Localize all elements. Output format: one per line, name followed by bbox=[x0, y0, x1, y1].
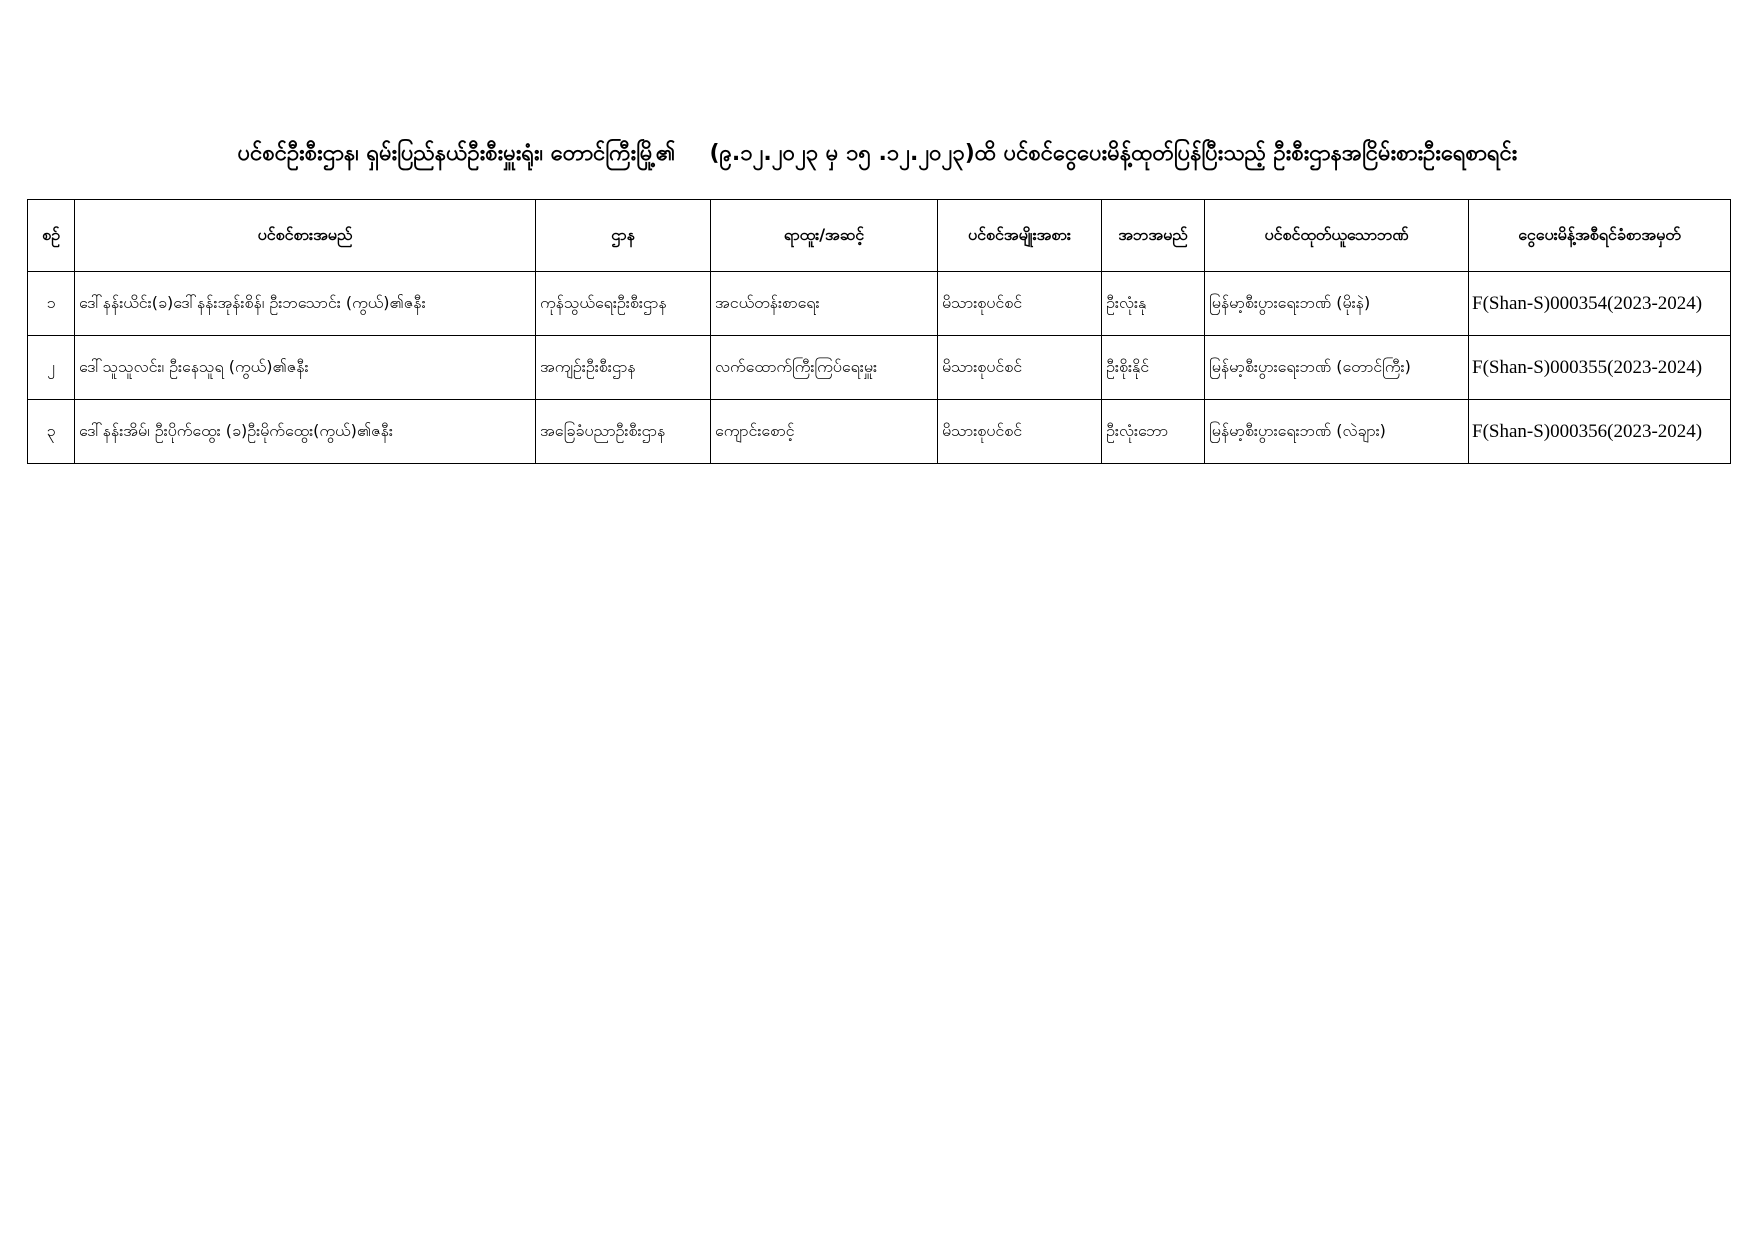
cell-pensioner-name: ဒေါ်နန်းအိမ်၊ ဦးပိုက်ထွေး (ခ)ဦးမိုက်ထွေး(ကွယ်)၏ဇနီး bbox=[75, 400, 536, 464]
cell-bank: မြန်မာ့စီးပွားရေးဘဏ် (လဲချား) bbox=[1205, 400, 1469, 464]
cell-pensioner-name: ဒေါ်နန်းယိင်း(ခ)ဒေါ်နန်းအုန်းစိန်၊ ဦးဘသောင်း (ကွယ်)၏ဇနီး bbox=[75, 272, 536, 336]
cell-father-name: ဦးစိုးနိုင် bbox=[1102, 336, 1205, 400]
cell-position: အငယ်တန်းစာရေး bbox=[711, 272, 938, 336]
cell-serial-no: ၃ bbox=[28, 400, 75, 464]
table-row bbox=[28, 272, 1731, 336]
header-serial-no: စဉ် bbox=[28, 200, 75, 272]
header-pension-type: ပင်စင်အမျိုးအစား bbox=[938, 200, 1102, 272]
cell-bank: မြန်မာ့စီးပွားရေးဘဏ် (မိုးနဲ) bbox=[1205, 272, 1469, 336]
cell-serial-no: ၂ bbox=[28, 336, 75, 400]
cell-pensioner-name: ဒေါ်သူသူလင်း၊ ဦးနေသူရ (ကွယ်)၏ဇနီး bbox=[75, 336, 536, 400]
header-order-number: ငွေပေးမိန့်အစီရင်ခံစာအမှတ် bbox=[1469, 200, 1731, 272]
cell-order-number: F(Shan-S)000354(2023-2024) bbox=[1469, 272, 1731, 336]
cell-pension-type: မိသားစုပင်စင် bbox=[938, 336, 1102, 400]
cell-father-name: ဦးလုံးဘော bbox=[1102, 400, 1205, 464]
cell-order-number: F(Shan-S)000355(2023-2024) bbox=[1469, 336, 1731, 400]
header-pensioner-name: ပင်စင်စားအမည် bbox=[75, 200, 536, 272]
header-position: ရာထူး/အဆင့် bbox=[711, 200, 938, 272]
cell-pension-type: မိသားစုပင်စင် bbox=[938, 272, 1102, 336]
header-father-name: အဘအမည် bbox=[1102, 200, 1205, 272]
cell-department: အကျဉ်းဦးစီးဌာန bbox=[536, 336, 711, 400]
cell-pension-type: မိသားစုပင်စင် bbox=[938, 400, 1102, 464]
title-period: (၉.၁၂.၂၀၂၃ မှ ၁၅ .၁၂.၂၀၂၃)ထိ ပင်စင်ငွေပေးမိန့်ထုတ်ပြန်ပြီးသည့် ဦးစီးဌာနအငြိမ်းစားဦးရေစာရင်း bbox=[709, 141, 1518, 166]
cell-order-number: F(Shan-S)000356(2023-2024) bbox=[1469, 400, 1731, 464]
cell-father-name: ဦးလုံးနု bbox=[1102, 272, 1205, 336]
cell-position: လက်ထောက်ကြီးကြပ်ရေးမှူး bbox=[711, 336, 938, 400]
table-row bbox=[28, 400, 1731, 464]
table-header-row bbox=[28, 200, 1731, 272]
cell-position: ကျောင်းစောင့် bbox=[711, 400, 938, 464]
title-office: ပင်စင်ဦးစီးဌာန၊ ရှမ်းပြည်နယ်ဦးစီးမှူးရုံး၊ တောင်ကြီးမြို့၏ bbox=[237, 141, 676, 166]
cell-department: အခြေခံပညာဦးစီးဌာန bbox=[536, 400, 711, 464]
table-row bbox=[28, 336, 1731, 400]
cell-bank: မြန်မာ့စီးပွားရေးဘဏ် (တောင်ကြီး) bbox=[1205, 336, 1469, 400]
page-title bbox=[0, 134, 1755, 174]
pension-register-table bbox=[27, 199, 1731, 464]
header-department: ဌာန bbox=[536, 200, 711, 272]
header-bank: ပင်စင်ထုတ်ယူသောဘဏ် bbox=[1205, 200, 1469, 272]
cell-department: ကုန်သွယ်ရေးဦးစီးဌာန bbox=[536, 272, 711, 336]
cell-serial-no: ၁ bbox=[28, 272, 75, 336]
